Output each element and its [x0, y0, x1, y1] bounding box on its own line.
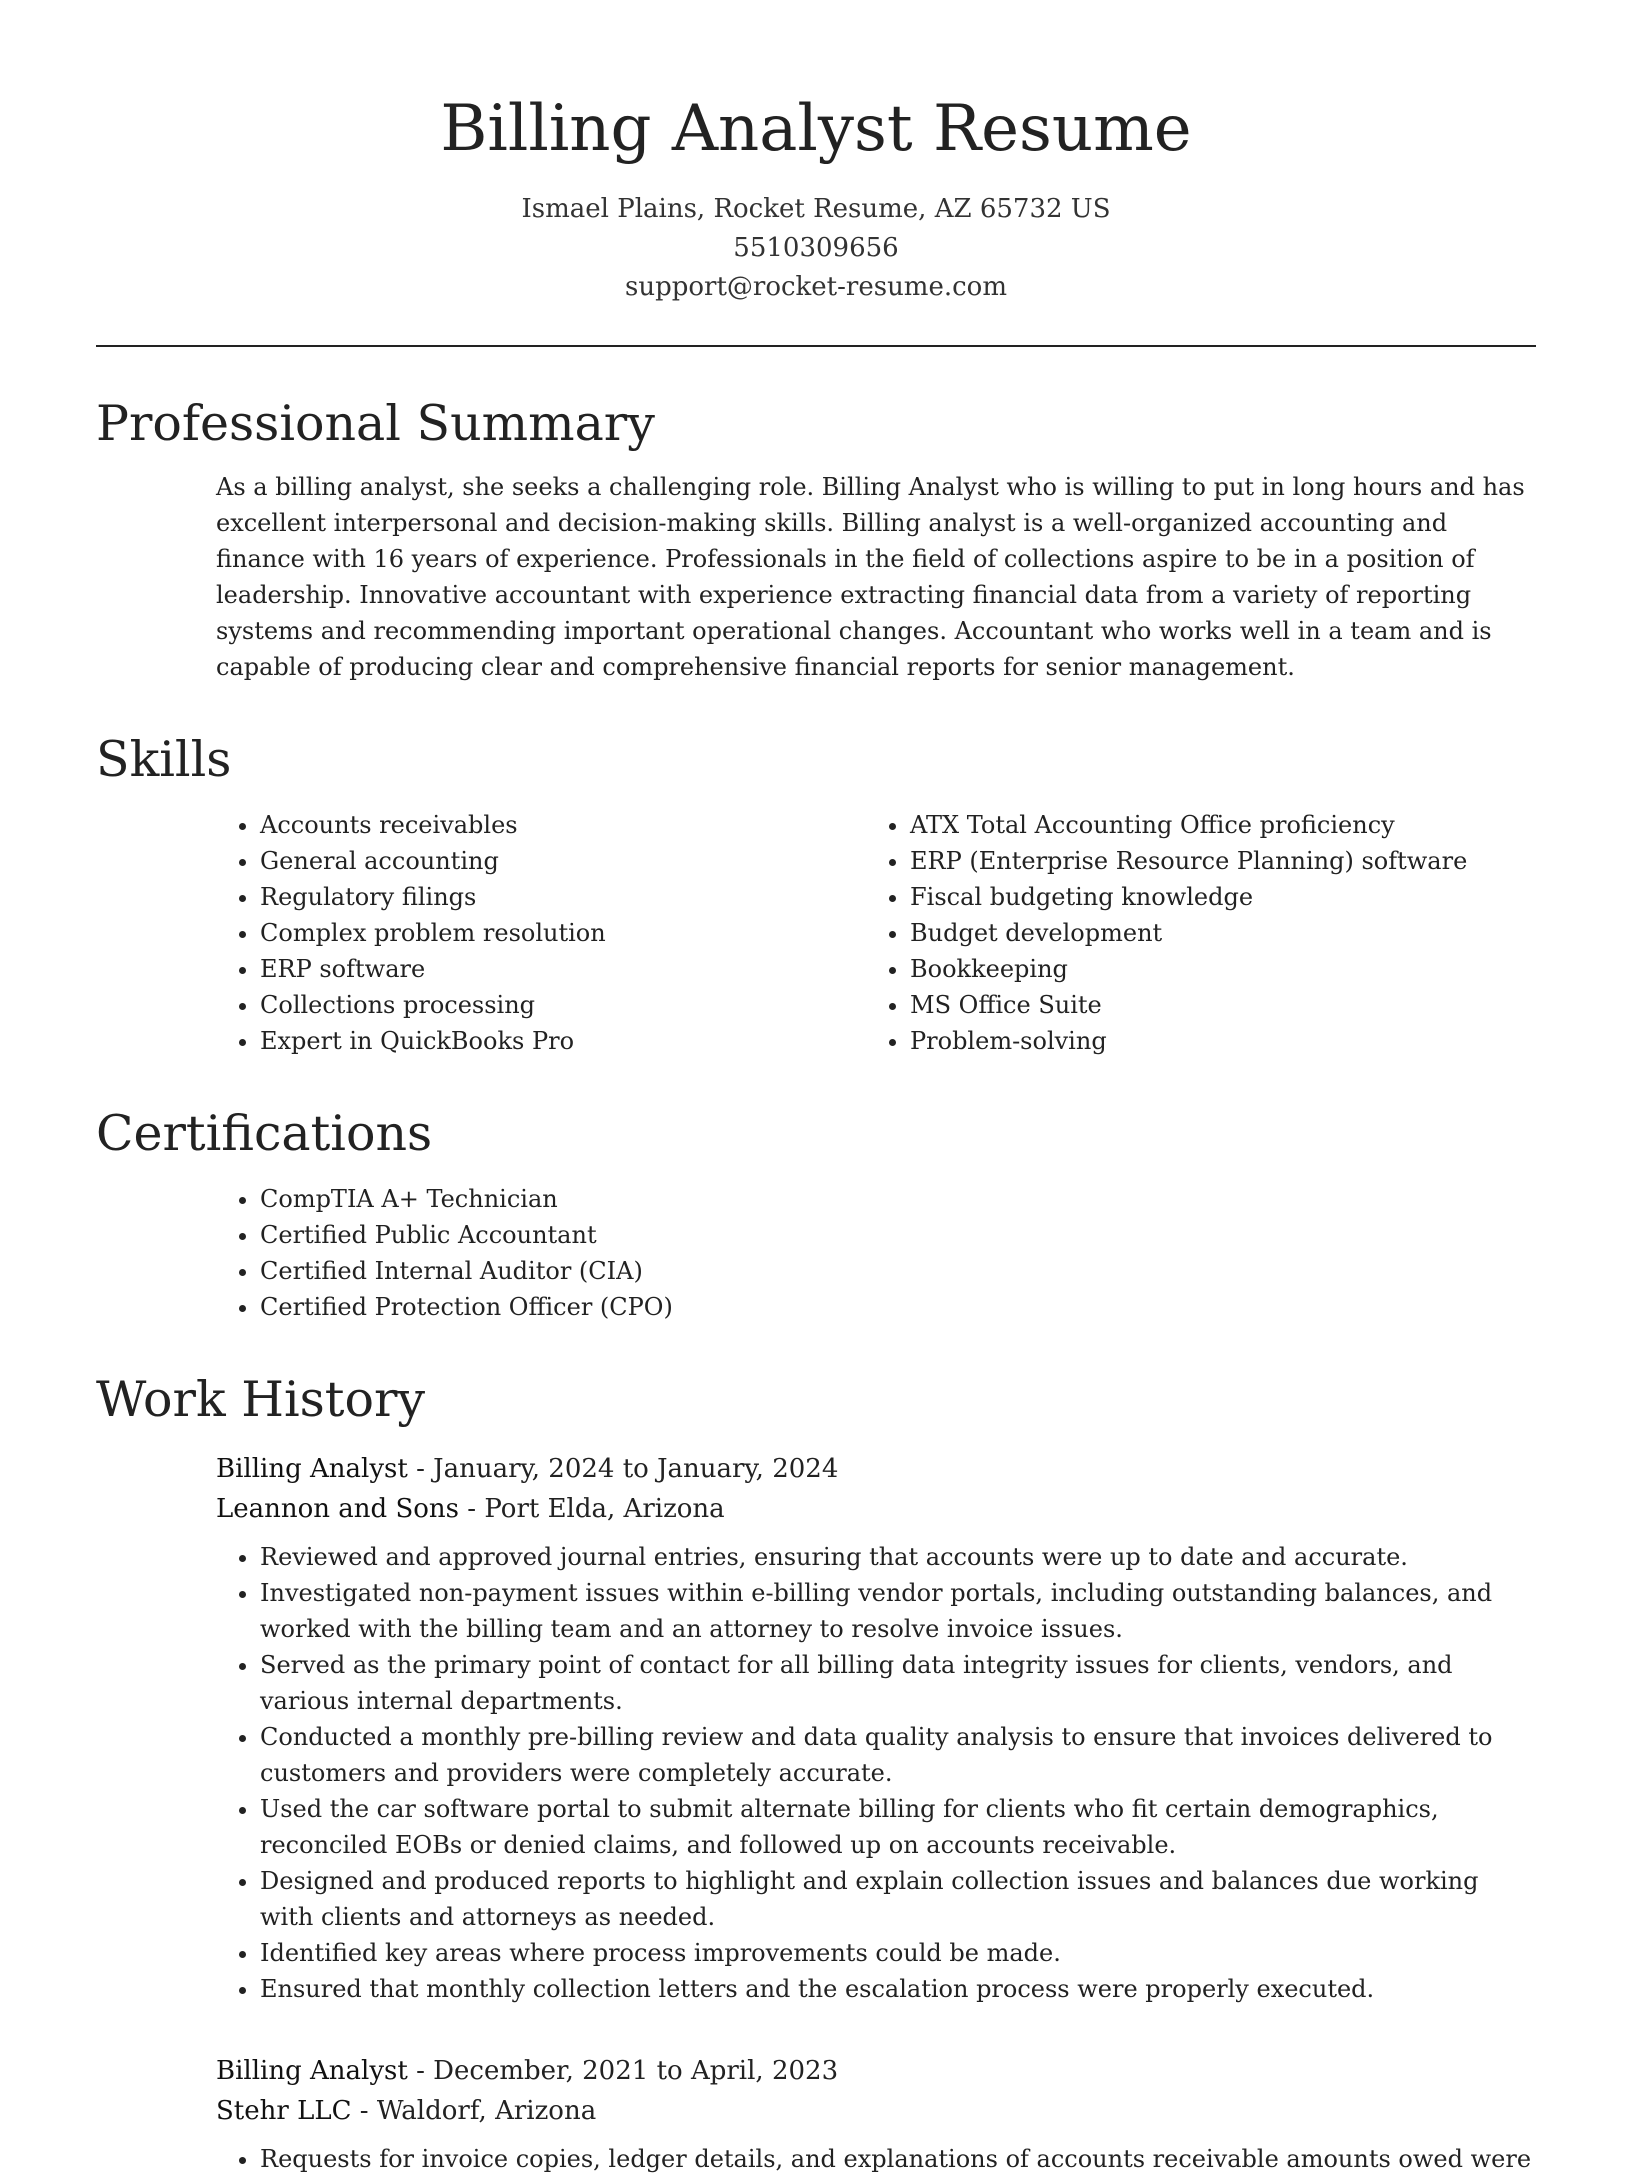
- job-duty: • Designed and produced reports to highlight and explain collection issues and balances due working with clients and attorneys as needed.: [260, 1863, 1536, 1935]
- job-duty: • Used the car software portal to submit alternate billing for clients who fit certain demographics, reconciled EOBs or denied claims, and followed up on accounts receivable.: [260, 1791, 1536, 1863]
- skills-column-right: [866, 807, 1516, 1059]
- header-divider: [96, 345, 1536, 347]
- job-dates: January, 2024 to January, 2024: [433, 1454, 839, 1484]
- contact-address: Ismael Plains, Rocket Resume, AZ 65732 US: [521, 194, 1111, 224]
- job-duties: [216, 2141, 1536, 2177]
- job-title: Billing Analyst: [216, 1454, 408, 1484]
- job-title: Billing Analyst: [216, 2056, 408, 2086]
- job-location: Port Elda, Arizona: [484, 1494, 725, 1524]
- work-history-section: [96, 1365, 1536, 2177]
- certification-item: • Certified Internal Auditor (CIA): [260, 1253, 1536, 1289]
- summary-heading: Professional Summary: [96, 395, 655, 452]
- skill-item: • Collections processing: [260, 987, 866, 1023]
- job-company-line: [216, 1489, 1536, 1529]
- job-duty: • Identified key areas where process improvements could be made.: [260, 1935, 1536, 1971]
- separator: -: [351, 2096, 377, 2126]
- separator: -: [407, 1454, 434, 1484]
- skills-section: [96, 725, 1536, 1059]
- skills-column-left: [216, 807, 866, 1059]
- skill-item: • MS Office Suite: [910, 987, 1516, 1023]
- skill-item: • Accounts receivables: [260, 807, 866, 843]
- summary-section: [96, 389, 1536, 685]
- separator: -: [407, 2056, 434, 2086]
- certifications-section: [96, 1099, 1536, 1325]
- skills-heading: Skills: [96, 731, 232, 788]
- skills-columns: [96, 807, 1536, 1059]
- summary-text: As a billing analyst, she seeks a challenging role. Billing Analyst who is willing to put in long hours and has excellent interpersonal and decision-making skills. Billing analyst is a well-organized accounting and finance with 16 years of experience. Professionals in the field of collections aspire to be in a position of leadership. Innovative accountant with experience extracting financial data from a variety of reporting systems and recommending important operational changes. Accountant who works well in a team and is capable of producing clear and comprehensive financial reports for senior management.: [216, 473, 1525, 681]
- job-company: Leannon and Sons: [216, 1494, 460, 1524]
- job-duty: • Conducted a monthly pre-billing review and data quality analysis to ensure that invoices delivered to customers and providers were completely accurate.: [260, 1719, 1536, 1791]
- skill-item: • Fiscal budgeting knowledge: [910, 879, 1516, 915]
- job-duty: • Investigated non-payment issues within e-billing vendor portals, including outstanding balances, and worked with the billing team and an attorney to resolve invoice issues.: [260, 1575, 1536, 1647]
- job-company: Stehr LLC: [216, 2096, 352, 2126]
- skill-item: • Complex problem resolution: [260, 915, 866, 951]
- certifications-heading: Certifications: [96, 1105, 433, 1162]
- job-entry: [216, 2051, 1536, 2177]
- skill-item: • ERP (Enterprise Resource Planning) software: [910, 843, 1516, 879]
- contact-phone: 5510309656: [733, 233, 899, 263]
- resume-header: [96, 0, 1536, 307]
- job-duty: • Ensured that monthly collection letters and the escalation process were properly executed.: [260, 1971, 1536, 2007]
- certification-item: • Certified Public Accountant: [260, 1217, 1536, 1253]
- separator: -: [459, 1494, 485, 1524]
- contact-email: support@rocket-resume.com: [624, 272, 1007, 302]
- page-title: Billing Analyst Resume: [440, 92, 1192, 166]
- skill-item: • Budget development: [910, 915, 1516, 951]
- skill-item: • General accounting: [260, 843, 866, 879]
- job-title-line: [216, 1449, 1536, 1489]
- job-duty: • Served as the primary point of contact for all billing data integrity issues for clients, vendors, and various internal departments.: [260, 1647, 1536, 1719]
- skill-item: • ATX Total Accounting Office proficiency: [910, 807, 1516, 843]
- job-title-line: [216, 2051, 1536, 2091]
- job-duties: [216, 1539, 1536, 2007]
- job-location: Waldorf, Arizona: [376, 2096, 597, 2126]
- certification-item: • CompTIA A+ Technician: [260, 1181, 1536, 1217]
- skill-item: • ERP software: [260, 951, 866, 987]
- job-duty: • Requests for invoice copies, ledger details, and explanations of accounts receivable amounts owed were: [260, 2141, 1536, 2177]
- work-history-heading: Work History: [96, 1371, 426, 1428]
- certification-item: • Certified Protection Officer (CPO): [260, 1289, 1536, 1325]
- skill-item: • Regulatory filings: [260, 879, 866, 915]
- job-duty: • Reviewed and approved journal entries, ensuring that accounts were up to date and accurate.: [260, 1539, 1536, 1575]
- job-entry: [216, 1449, 1536, 2007]
- skill-item: • Problem-solving: [910, 1023, 1516, 1059]
- job-dates: December, 2021 to April, 2023: [433, 2056, 839, 2086]
- skill-item: • Bookkeeping: [910, 951, 1516, 987]
- skill-item: • Expert in QuickBooks Pro: [260, 1023, 866, 1059]
- job-company-line: [216, 2091, 1536, 2131]
